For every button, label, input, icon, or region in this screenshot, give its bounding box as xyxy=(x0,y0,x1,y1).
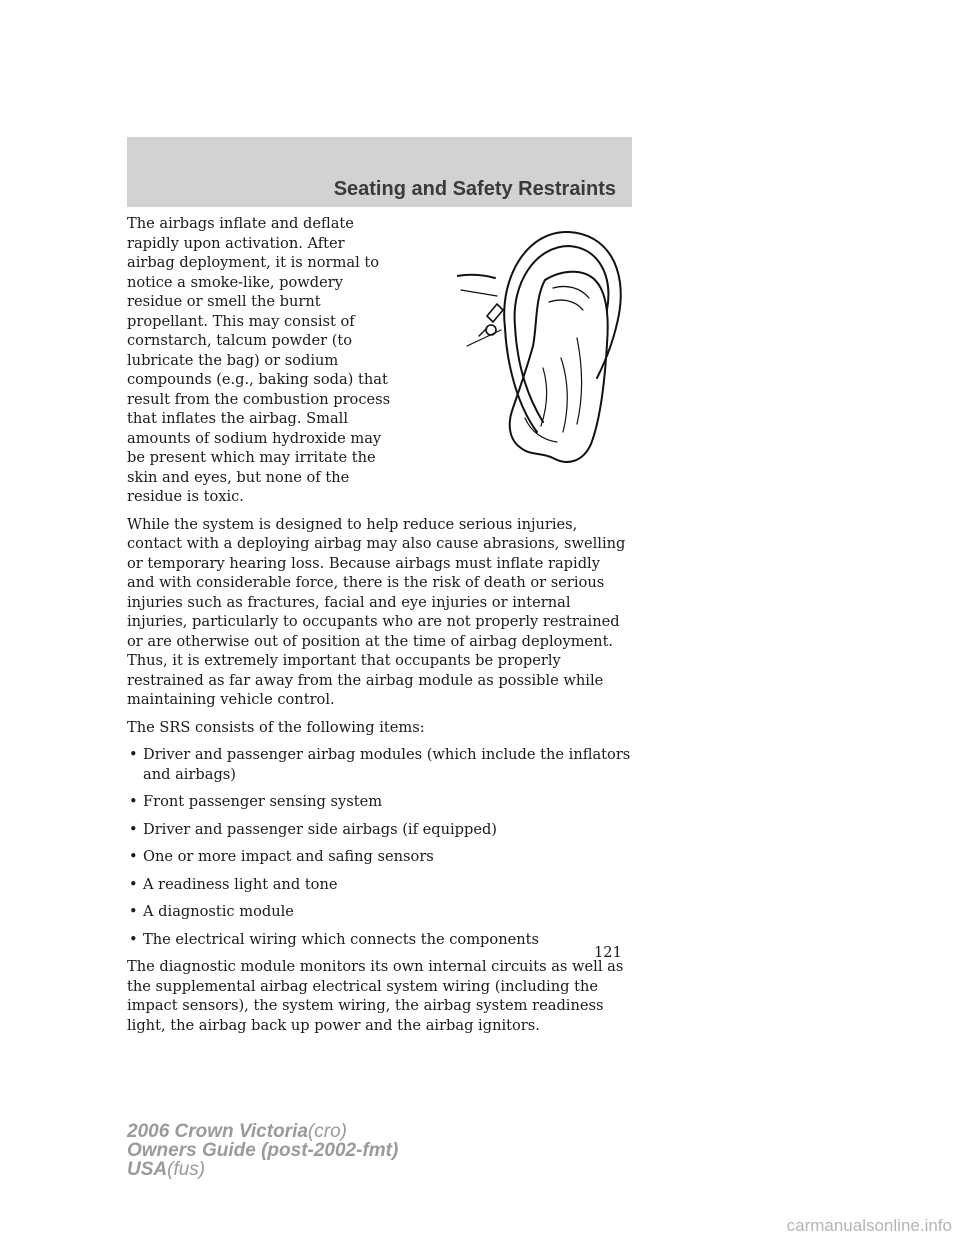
bullet-icon: • xyxy=(129,848,138,865)
paragraph-injury-risk: While the system is designed to help reduce serious injuries, contact with a deploying airbag may also cause abrasions, swelling or temporary hearing loss. Because airbags must inflate rapidly and with considerable force, there is the risk of death or serious injuries such as fractures, facial and eye injuries or internal injuries, particularly to occupants who are not properly restrained or are otherwise out of position at the time of airbag deployment. Thus, it is extremely important that occupants be properly restrained as far away from the airbag module as possible while maintaining vehicle control. xyxy=(127,515,626,708)
footer-line-market: USA(fus) xyxy=(127,1159,206,1180)
srs-items-list xyxy=(127,745,632,949)
list-item: • Driver and passenger side airbags (if equipped) xyxy=(129,820,498,838)
bullet-icon: • xyxy=(129,903,138,920)
deployed-airbag-steering-wheel-icon xyxy=(457,218,632,468)
airbag-illustration xyxy=(457,218,632,468)
bullet-icon: • xyxy=(129,930,138,948)
bullet-icon: • xyxy=(129,875,138,893)
footer-line-model: 2006 Crown Victoria(cro) xyxy=(127,1121,347,1142)
document-footer xyxy=(127,1122,398,1179)
bullet-icon: • xyxy=(129,746,138,763)
watermark-text: carmanualsonline.info xyxy=(786,1216,952,1235)
list-item: • The electrical wiring which connects the components xyxy=(129,930,539,948)
list-item: • A readiness light and tone xyxy=(129,875,338,893)
list-item: • A diagnostic module xyxy=(129,903,294,920)
paragraph-srs-intro: The SRS consists of the following items: xyxy=(127,718,425,736)
list-item: • One or more impact and safing sensors xyxy=(129,848,434,865)
footer-line-guide: Owners Guide (post-2002-fmt) xyxy=(127,1140,399,1161)
section-header-band xyxy=(127,137,632,207)
paragraph-diagnostic-module: The diagnostic module monitors its own internal circuits as well as the supplemental airbag electrical system wiring (including the impact sensors), the system wiring, the airbag system readiness light, the airbag back up power and the airbag ignitors. xyxy=(127,958,624,1034)
list-item: • Driver and passenger airbag modules (which include the inflators and airbags) xyxy=(129,746,631,783)
paragraph-airbag-residue: The airbags inflate and deflate rapidly upon activation. After airbag deployment, it is normal to notice a smoke-like, powdery residue or smell the burnt propellant. This may consist of cornstarch, talcum powder (to lubricate the bag) or sodium compounds (e.g., baking soda) that result from the combustion process that inflates the airbag. Small amounts of sodium hydroxide may be present which may irritate the skin and eyes, but none of the residue is toxic. xyxy=(127,215,391,505)
list-item: • Front passenger sensing system xyxy=(129,793,383,810)
section-title: Seating and Safety Restraints xyxy=(333,178,616,200)
bullet-icon: • xyxy=(129,820,138,838)
page-body xyxy=(127,214,632,1043)
page-number: 121 xyxy=(594,944,622,961)
bullet-icon: • xyxy=(129,793,138,810)
